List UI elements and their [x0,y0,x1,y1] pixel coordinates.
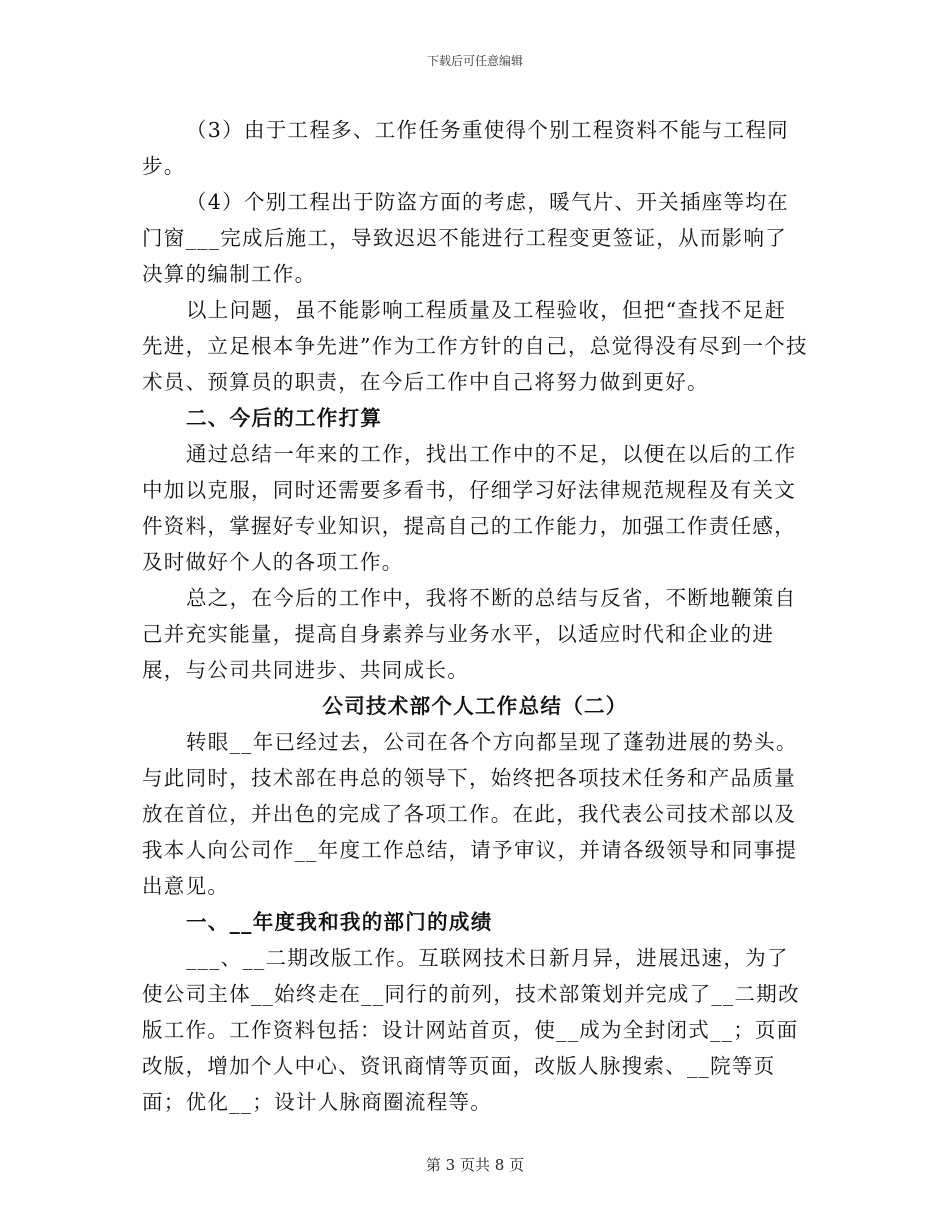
paragraph-conclusion: 总之，在今后的工作中，我将不断的总结与反省，不断地鞭策自己并充实能量，提高自身素养与业务水平，以适应时代和企业的进展，与公司共同进步、共同成长。 [142,586,797,682]
paragraph-intro: 转眼__年已经过去，公司在各个方向都呈现了蓬勃进展的势头。与此同时，技术部在冉总的领导下，始终把各项技术任务和产品质量放在首位，并出色的完成了各项工作。在此，我代表公司技术部以及我本人向公司作__年度工作总结，请予审议，并请各级领导和同事提出意见。 [142,730,798,898]
paragraph-item-4: （4）个别工程出于防盗方面的考虑，暖气片、开关插座等均在门窗___完成后施工，导致迟迟不能进行工程变更签证，从而影响了决算的编制工作。 [142,190,789,286]
paragraph-item-3: （3）由于工程多、工作任务重使得个别工程资料不能与工程同步。 [142,118,789,178]
paragraph-problems-summary: 以上问题，虽不能影响工程质量及工程验收，但把“查找不足赶先进，立足根本争先进”作为工作方针的自己，总觉得没有尽到一个技术员、预算员的职责，在今后工作中自己将努力做到更好。 [142,298,808,394]
section-heading-achievements: 一、__年度我和我的部门的成绩 [186,910,493,934]
document-body [142,112,808,1120]
section-heading-future-plan: 二、今后的工作打算 [186,406,383,430]
document-title-part-two: 公司技术部个人工作总结（二） [322,694,628,718]
page-number-footer: 第 3 页共 8 页 [425,1156,525,1174]
paragraph-future-plan: 通过总结一年来的工作，找出工作中的不足，以便在以后的工作中加以克服，同时还需要多看书，仔细学习好法律规范规程及有关文件资料，掌握好专业知识，提高自己的工作能力，加强工作责任感，及时做好个人的各项工作。 [142,442,797,574]
page-header-note: 下载后可任意编辑 [426,54,523,68]
paragraph-redesign-work: ___、__二期改版工作。互联网技术日新月异，进展迅速，为了使公司主体__始终走在__同行的前列，技术部策划并完成了__二期改版工作。工作资料包括：设计网站首页，使__成为全封闭式__；页面改版，增加个人中心、资讯商情等页面，改版人脉搜索、__院等页面；优化__；设计人脉商圈流程等。 [142,946,800,1114]
